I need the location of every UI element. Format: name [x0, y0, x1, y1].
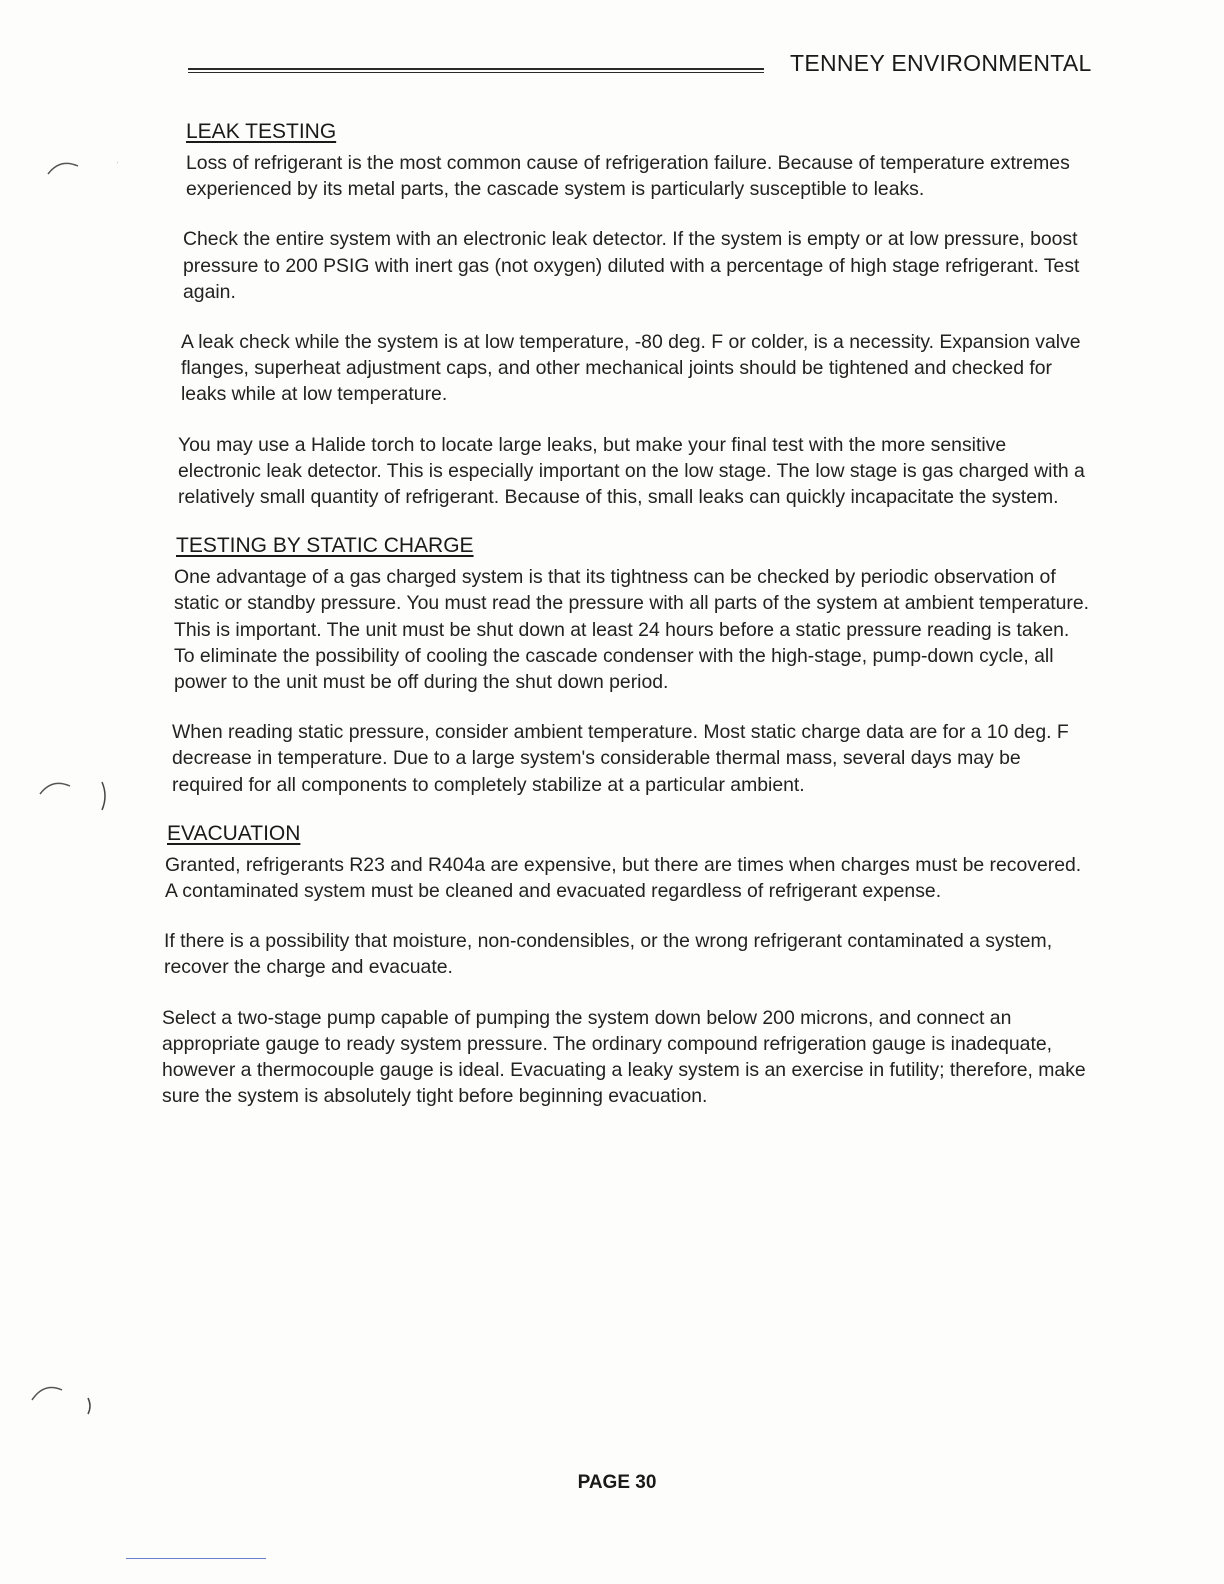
paragraph: If there is a possibility that moisture, non-condensibles, or the wrong refrigerant contaminated a system, recover the charge and evacuate.	[164, 930, 1053, 979]
section-heading: EVACUATION	[167, 821, 301, 845]
paragraph: Select a two-stage pump capable of pumping the system down below 200 microns, and connect an appropriate gauge to ready system pressure. The ordinary compound refrigeration gauge is inadequate, however a thermocouple gauge is ideal. Evacuating a leaky system is an exercise in futility; therefore, make sure the system is absolutely tight before beginning evacuation.	[162, 1006, 1086, 1108]
paragraph: When reading static pressure, consider ambient temperature. Most static charge data are for a 10 deg. F decrease in temperature. Due to a large system's considerable thermal mass, several days may be required for all components to completely stabilize at a particular ambient.	[172, 721, 1069, 796]
paragraph: Check the entire system with an electronic leak detector. If the system is empty or at low pressure, boost pressure to 200 PSIG with inert gas (not oxygen) diluted with a percentage of high stage refrigerant. Test again.	[183, 228, 1080, 303]
paragraph: One advantage of a gas charged system is that its tightness can be checked by periodic observation of static or standby pressure. You must read the pressure with all parts of the system at ambient temperature. This is important. The unit must be shut down at least 24 hours before a static pressure reading is taken. To eliminate the possibility of cooling the cascade condenser with the high-stage, pump-down cycle, all power to the unit must be off during the shut down period.	[174, 566, 1090, 694]
section-heading: LEAK TESTING	[186, 120, 337, 143]
section-leak-testing	[162, 120, 1092, 510]
paragraph: A leak check while the system is at low temperature, -80 deg. F or colder, is a necessity. Expansion valve flanges, superheat adjustment caps, and other mechanical joints should be tightened and checked for leaks while at low temperature.	[181, 331, 1081, 406]
punch-hole-mark-bottom	[28, 1376, 102, 1416]
paragraph: Granted, refrigerants R23 and R404a are expensive, but there are times when charges must be recovered. A contaminated system must be cleaned and evacuated regardless of refrigerant expense.	[165, 853, 1082, 903]
header-rule	[188, 68, 764, 73]
document-header-title: TENNEY ENVIRONMENTAL	[790, 50, 1092, 76]
document-body	[162, 120, 1092, 1121]
page-number: PAGE 30	[577, 1472, 657, 1493]
paragraph: Loss of refrigerant is the most common cause of refrigeration failure. Because of temperature extremes experienced by its metal parts, the cascade system is particularly susceptible to leaks.	[186, 152, 1070, 201]
paragraph: You may use a Halide torch to locate large leaks, but make your final test with the more sensitive electronic leak detector. This is especially important on the low stage. The low stage is gas charged with a relatively small quantity of refrigerant. Because of this, small leaks can quickly incapacitate the system.	[178, 433, 1085, 509]
punch-hole-mark-top	[44, 152, 118, 192]
punch-hole-mark-middle	[36, 772, 110, 812]
section-heading: TESTING BY STATIC CHARGE	[176, 534, 474, 558]
section-testing-by-static-charge	[162, 534, 1092, 798]
section-evacuation	[162, 822, 1092, 1110]
scan-artifact-line	[126, 1558, 266, 1559]
